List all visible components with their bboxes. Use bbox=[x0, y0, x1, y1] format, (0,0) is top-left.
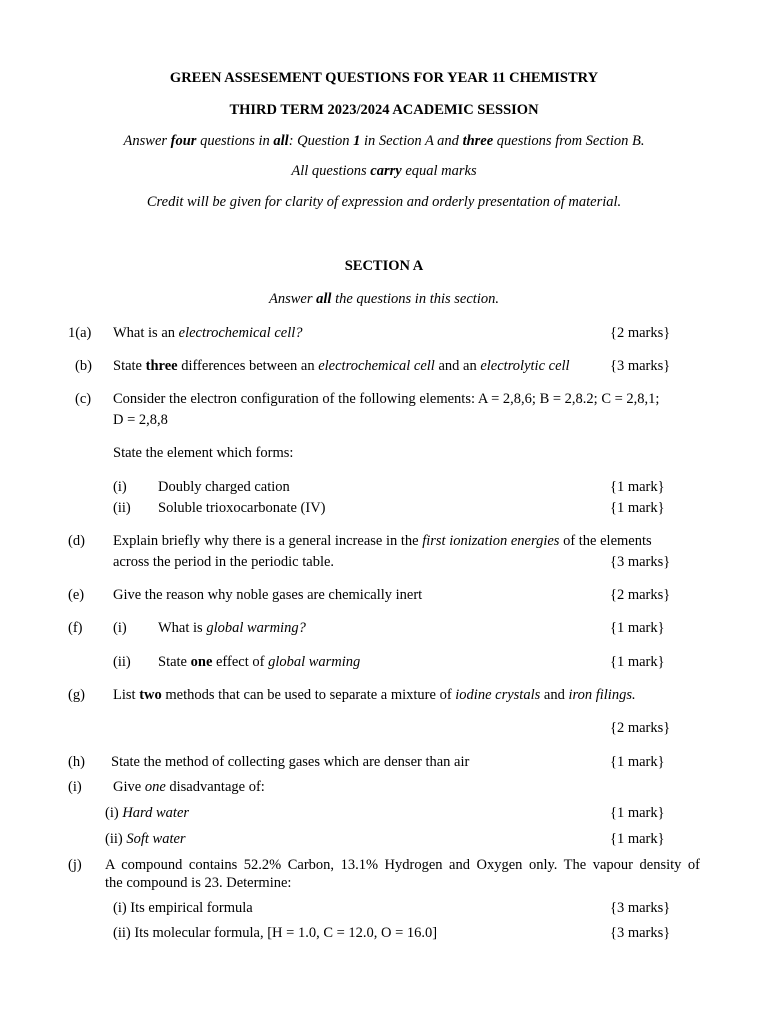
q1f-ii-text-italic: global warming bbox=[268, 654, 361, 670]
q1b-number: (b) bbox=[75, 358, 92, 374]
q1g-number: (g) bbox=[68, 687, 85, 703]
q1c-ii-marks: {1 mark} bbox=[610, 500, 665, 516]
q1a-text bbox=[113, 324, 303, 342]
q1c-line1: Consider the electron configuration of the following elements: A = 2,8,6; B = 2,8.2; C = 2,8,1; bbox=[113, 391, 660, 407]
q1f-ii-text bbox=[158, 653, 360, 671]
q1c-i-text: Doubly charged cation bbox=[158, 479, 290, 495]
q1i-ii-text-part: (ii) bbox=[105, 831, 127, 847]
section-a-heading: SECTION A bbox=[344, 258, 424, 274]
q1g-text-part: List bbox=[113, 687, 140, 703]
q1f-i-number: (i) bbox=[113, 620, 127, 636]
q1i-text-part: disadvantage of: bbox=[165, 779, 265, 795]
q1f-number: (f) bbox=[68, 620, 83, 636]
q1d-line1 bbox=[113, 532, 652, 550]
instr1-bold-three: three bbox=[462, 133, 494, 149]
q1b-marks: {3 marks} bbox=[610, 358, 671, 374]
q1a-marks: {2 marks} bbox=[610, 325, 671, 341]
q1h-marks: {1 mark} bbox=[610, 754, 665, 770]
section-instr-bold-all: all bbox=[316, 291, 332, 307]
section-instr-part: the questions in this section. bbox=[331, 291, 499, 307]
q1b-text-italic: electrolytic cell bbox=[480, 358, 570, 374]
q1j-line2: the compound is 23. Determine: bbox=[105, 875, 292, 891]
document-term: THIRD TERM 2023/2024 ACADEMIC SESSION bbox=[229, 102, 539, 118]
q1f-ii-text-part: effect of bbox=[212, 654, 269, 670]
q1c-ii-number: (ii) bbox=[113, 500, 131, 516]
q1b-text-part: and an bbox=[434, 358, 481, 374]
instr2-part: All questions bbox=[291, 163, 371, 179]
q1j-i-marks: {3 marks} bbox=[610, 900, 671, 916]
q1i-text-part: Give bbox=[113, 779, 145, 795]
q1i-i-text-italic: Hard water bbox=[122, 805, 190, 821]
q1i-number: (i) bbox=[68, 779, 82, 795]
q1j-ii-text: (ii) Its molecular formula, [H = 1.0, C = 12.0, O = 16.0] bbox=[113, 925, 438, 941]
q1d-marks: {3 marks} bbox=[610, 554, 671, 570]
q1f-i-text bbox=[158, 619, 306, 637]
q1e-number: (e) bbox=[68, 587, 85, 603]
q1j-i-text: (i) Its empirical formula bbox=[113, 900, 253, 916]
instruction-line-2 bbox=[0, 162, 768, 180]
q1d-line2: across the period in the periodic table. bbox=[113, 554, 335, 570]
q1f-i-text-italic: global warming? bbox=[206, 620, 306, 636]
instruction-line-1 bbox=[0, 132, 768, 150]
q1f-ii-text-bold: one bbox=[190, 654, 213, 670]
q1f-ii-marks: {1 mark} bbox=[610, 654, 665, 670]
q1b-text-bold: three bbox=[145, 358, 178, 374]
q1c-ii-text: Soluble trioxocarbonate (IV) bbox=[158, 500, 326, 516]
q1c-stem: State the element which forms: bbox=[113, 445, 294, 461]
q1g-text-part: and bbox=[540, 687, 569, 703]
q1g-marks: {2 marks} bbox=[610, 720, 671, 736]
instr1-part: Answer bbox=[123, 133, 171, 149]
q1d-text-part: Explain briefly why there is a general increase in the bbox=[113, 533, 423, 549]
q1h-text: State the method of collecting gases which are denser than air bbox=[111, 754, 470, 770]
instr1-bold-one: 1 bbox=[353, 133, 361, 149]
q1i-ii-text bbox=[105, 830, 186, 848]
q1g-text-italic: iodine crystals bbox=[455, 687, 541, 703]
q1h-number: (h) bbox=[68, 754, 85, 770]
q1g-text-bold: two bbox=[139, 687, 162, 703]
q1e-text: Give the reason why noble gases are chemically inert bbox=[113, 587, 423, 603]
q1f-ii-number: (ii) bbox=[113, 654, 131, 670]
instr1-part: : Question bbox=[288, 133, 354, 149]
q1a-number: 1(a) bbox=[68, 325, 92, 341]
q1g-text-italic: iron filings. bbox=[568, 687, 636, 703]
q1e-marks: {2 marks} bbox=[610, 587, 671, 603]
q1c-i-marks: {1 mark} bbox=[610, 479, 665, 495]
instr2-part: equal marks bbox=[401, 163, 477, 179]
q1b-text bbox=[113, 357, 570, 375]
document-title: GREEN ASSESEMENT QUESTIONS FOR YEAR 11 CHEMISTRY bbox=[169, 70, 599, 86]
q1g-text bbox=[113, 686, 636, 704]
q1i-i-text-part: (i) bbox=[105, 805, 123, 821]
instruction-line-3: Credit will be given for clarity of expression and orderly presentation of material. bbox=[146, 194, 622, 210]
instr1-part: questions from Section B. bbox=[493, 133, 645, 149]
q1b-text-italic: electrochemical cell bbox=[318, 358, 435, 374]
instr1-bold-four: four bbox=[170, 133, 197, 149]
q1i-text bbox=[113, 778, 265, 796]
q1i-text-italic: one bbox=[144, 779, 166, 795]
q1c-line2: D = 2,8,8 bbox=[113, 412, 168, 428]
q1d-number: (d) bbox=[68, 533, 85, 549]
q1j-ii-marks: {3 marks} bbox=[610, 925, 671, 941]
q1d-text-part: of the elements bbox=[559, 533, 652, 549]
q1a-text-italic: electrochemical cell? bbox=[178, 325, 303, 341]
q1i-ii-text-italic: Soft water bbox=[126, 831, 186, 847]
q1b-text-part: differences between an bbox=[177, 358, 319, 374]
q1c-number: (c) bbox=[75, 391, 92, 407]
q1i-i-marks: {1 mark} bbox=[610, 805, 665, 821]
section-a-instruction bbox=[0, 290, 768, 308]
q1j-number: (j) bbox=[68, 857, 82, 873]
instr1-part: in Section A and bbox=[360, 133, 463, 149]
q1f-i-marks: {1 mark} bbox=[610, 620, 665, 636]
section-instr-part: Answer bbox=[269, 291, 317, 307]
instr1-bold-all: all bbox=[273, 133, 289, 149]
q1a-text-part: What is an bbox=[113, 325, 179, 341]
q1f-ii-text-part: State bbox=[158, 654, 191, 670]
q1j-line1: A compound contains 52.2% Carbon, 13.1% Hydrogen and Oxygen only. The vapour density of bbox=[105, 857, 700, 873]
instr2-bold-carry: carry bbox=[370, 163, 402, 179]
q1i-ii-marks: {1 mark} bbox=[610, 831, 665, 847]
q1g-text-part: methods that can be used to separate a mixture of bbox=[161, 687, 456, 703]
q1b-text-part: State bbox=[113, 358, 146, 374]
q1f-i-text-part: What is bbox=[158, 620, 207, 636]
q1d-text-italic: first ionization energies bbox=[422, 533, 560, 549]
q1c-i-number: (i) bbox=[113, 479, 127, 495]
q1i-i-text bbox=[105, 804, 189, 822]
instr1-part: questions in bbox=[196, 133, 274, 149]
